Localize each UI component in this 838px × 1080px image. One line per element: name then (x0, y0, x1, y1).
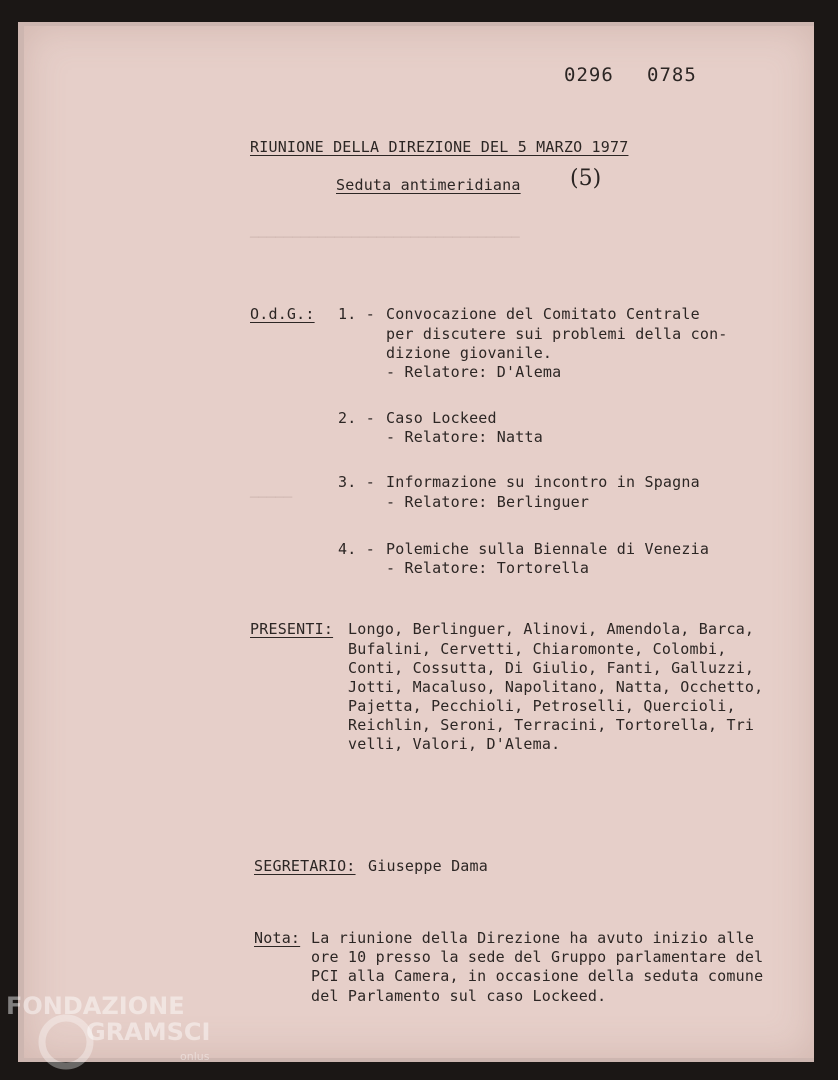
presenti-line: Bufalini, Cervetti, Chiaromonte, Colombi, (348, 640, 727, 658)
logo-line-2: GRAMSCI (86, 1018, 211, 1046)
nota-line: PCI alla Camera, in occasione della seduta comune (311, 967, 764, 985)
agenda-item-line: per discutere sui problemi della con- (386, 325, 728, 343)
nota-line: La riunione della Direzione ha avuto inizio alle (311, 929, 755, 947)
agenda-item-line: Caso Lockeed (386, 409, 497, 427)
presenti-line: velli, Valori, D'Alema. (348, 735, 561, 753)
presenti-line: Pajetta, Pecchioli, Petroselli, Quercioli, (348, 697, 736, 715)
presenti-line: Jotti, Macaluso, Napolitano, Natta, Occhetto, (348, 678, 764, 696)
nota-label: Nota: (254, 929, 301, 947)
presenti-label: PRESENTI: (250, 620, 334, 638)
segretario-label: SEGRETARIO: (254, 857, 356, 875)
agenda-item-number: 3. - (338, 473, 375, 491)
agenda-item-line: Polemiche sulla Biennale di Venezia (386, 540, 710, 558)
document-title: RIUNIONE DELLA DIREZIONE DEL 5 MARZO 1977 (250, 138, 629, 156)
document-number-left: 0296 (564, 64, 614, 86)
document-subtitle: Seduta antimeridiana (336, 176, 521, 194)
show-through-text: ──────────────────────────────── (250, 230, 520, 246)
logo-mark-icon (4, 990, 214, 1076)
presenti-line: Reichlin, Seroni, Terracini, Tortorella, Tri (348, 716, 755, 734)
agenda-item-line: Convocazione del Comitato Centrale (386, 305, 700, 323)
nota-line: del Parlamento sul caso Lockeed. (311, 987, 607, 1005)
handwritten-mark: (5) (570, 166, 602, 191)
agenda-item-speaker: - Relatore: Natta (386, 428, 543, 446)
agenda-item-speaker: - Relatore: D'Alema (386, 363, 562, 381)
agenda-item-line: Informazione su incontro in Spagna (386, 473, 700, 491)
agenda-item-speaker: - Relatore: Berlinguer (386, 493, 590, 511)
logo-circle-icon (42, 1018, 90, 1066)
agenda-label: O.d.G.: (250, 305, 315, 323)
agenda-item-number: 1. - (338, 305, 375, 323)
segretario-value: Giuseppe Dama (368, 857, 488, 875)
show-through-text: ───── (250, 490, 293, 506)
document-number-right: 0785 (647, 64, 697, 86)
presenti-line: Conti, Cossutta, Di Giulio, Fanti, Galluzzi, (348, 659, 755, 677)
agenda-item-speaker: - Relatore: Tortorella (386, 559, 590, 577)
agenda-item-number: 4. - (338, 540, 375, 558)
agenda-item-number: 2. - (338, 409, 375, 427)
presenti-line: Longo, Berlinguer, Alinovi, Amendola, Barca, (348, 620, 755, 638)
agenda-item-line: dizione giovanile. (386, 344, 553, 362)
fondazione-gramsci-logo (4, 990, 214, 1076)
logo-line-1: FONDAZIONE (6, 992, 185, 1020)
nota-line: ore 10 presso la sede del Gruppo parlamentare del (311, 948, 764, 966)
logo-line-3: onlus (180, 1050, 210, 1063)
